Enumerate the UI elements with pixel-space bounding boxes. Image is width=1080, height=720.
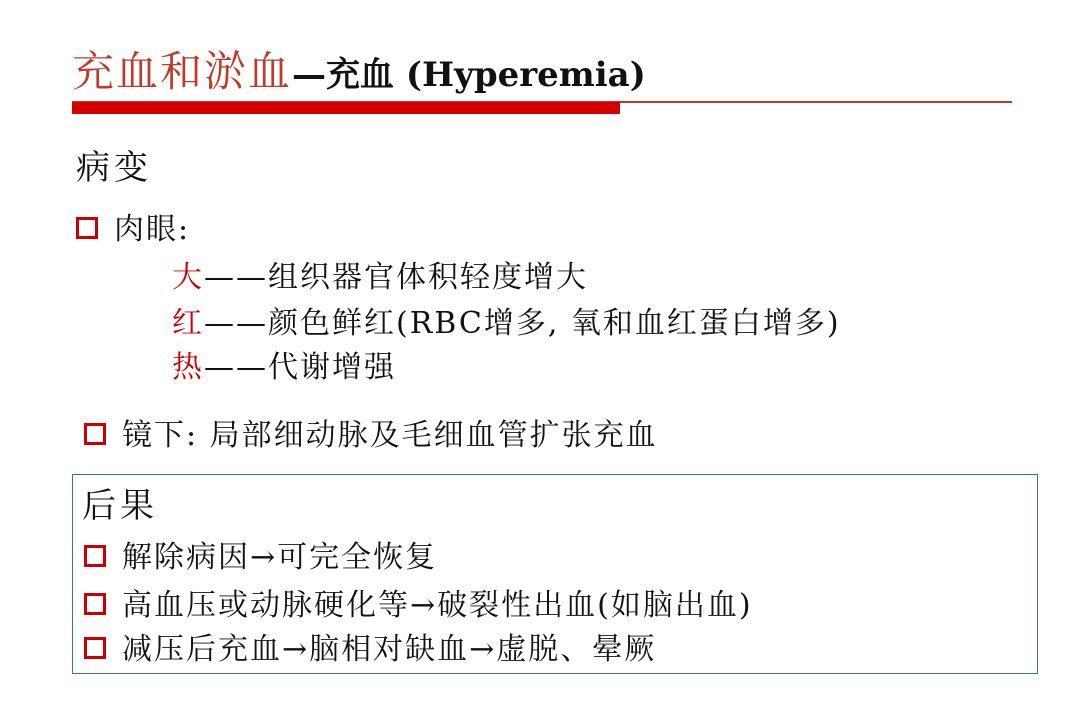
square-bullet-icon xyxy=(84,423,106,445)
square-bullet-icon xyxy=(84,637,106,659)
square-bullet-icon xyxy=(76,217,98,239)
consequences-heading: 后果 xyxy=(82,486,158,526)
gross-item-text: ——组织器官体积轻度增大 xyxy=(204,260,588,295)
consequence-item xyxy=(84,586,753,626)
square-bullet-icon xyxy=(84,593,106,615)
consequence-text: 解除病因→可完全恢复 xyxy=(122,540,438,575)
micro-line xyxy=(84,416,658,456)
square-bullet-icon xyxy=(84,545,106,567)
consequence-text: 高血压或动脉硬化等→破裂性出血(如脑出血) xyxy=(122,588,753,623)
title-underline-thick xyxy=(72,102,620,114)
pathology-heading: 病变 xyxy=(76,148,152,188)
title-sub: —充血 (Hyperemia) xyxy=(292,55,646,95)
gross-item xyxy=(172,304,841,344)
micro-label: 镜下: 局部细动脉及毛细血管扩张充血 xyxy=(122,418,658,453)
gross-item xyxy=(172,348,396,388)
title-main: 充血和淤血 xyxy=(72,47,293,96)
gross-item-key: 红 xyxy=(172,306,204,341)
gross-label: 肉眼: xyxy=(114,212,191,247)
gross-item-key: 热 xyxy=(172,350,204,385)
consequence-item xyxy=(84,538,437,578)
gross-item xyxy=(172,258,588,298)
gross-item-text: ——颜色鲜红(RBC增多, 氧和血红蛋白增多) xyxy=(204,306,841,341)
consequence-text: 减压后充血→脑相对缺血→虚脱、晕厥 xyxy=(122,632,657,667)
consequence-item xyxy=(84,630,656,670)
gross-item-text: ——代谢增强 xyxy=(204,350,396,385)
gross-line xyxy=(76,210,190,250)
slide-title xyxy=(72,44,646,100)
gross-item-key: 大 xyxy=(172,260,204,295)
